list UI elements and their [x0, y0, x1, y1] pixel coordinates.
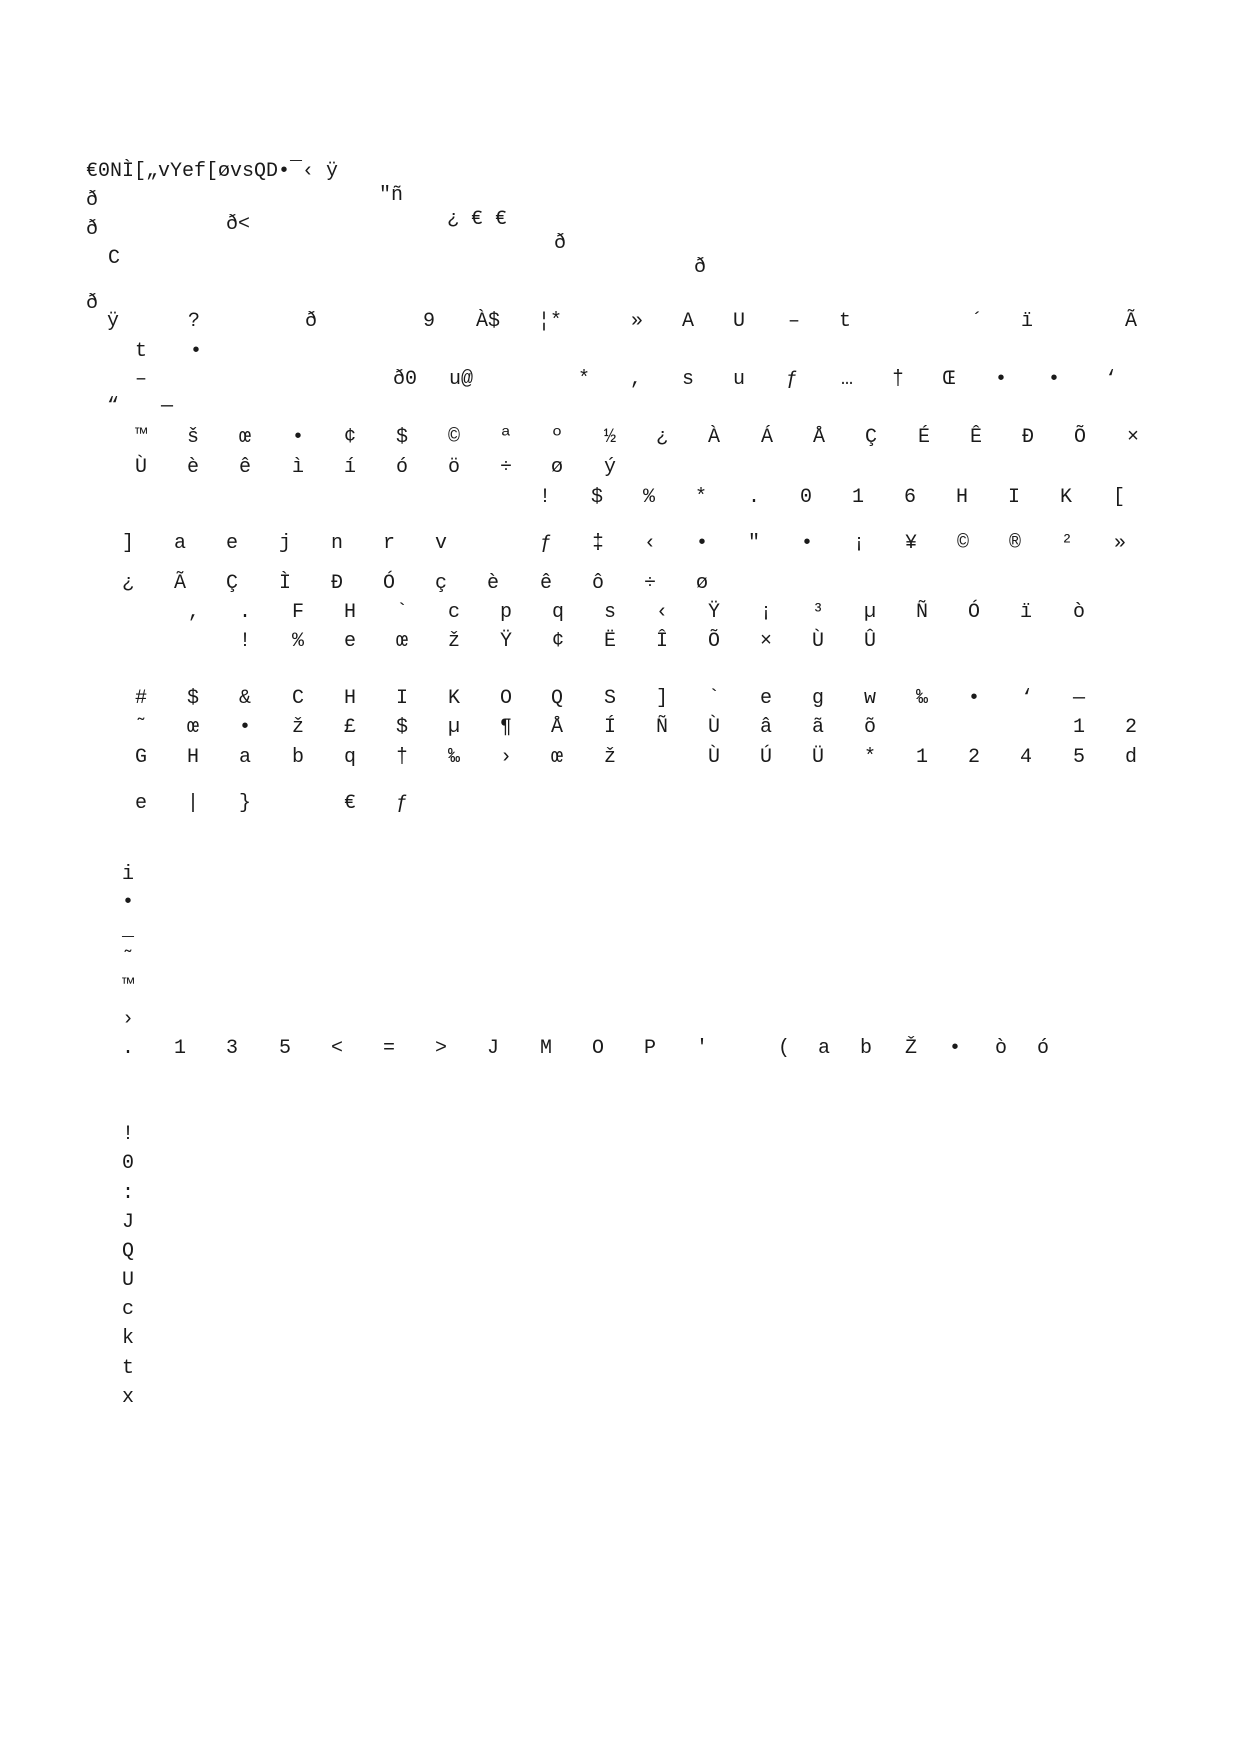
- glyph: •: [967, 687, 980, 710]
- header-line-2-seg-1: ð: [86, 189, 99, 212]
- glyph: ÷: [499, 456, 512, 479]
- glyph: ÷: [643, 572, 656, 595]
- glyph-row-14: [0, 746, 1240, 770]
- glyph: a: [173, 532, 186, 555]
- glyph: ô: [591, 572, 604, 595]
- glyph: U: [732, 310, 745, 333]
- glyph: Ž: [904, 1037, 917, 1060]
- glyph: ø: [550, 456, 563, 479]
- glyph: j: [278, 532, 291, 555]
- glyph: e: [759, 687, 772, 710]
- glyph: ê: [539, 572, 552, 595]
- glyph: Ó: [382, 572, 395, 595]
- glyph: •: [800, 532, 813, 555]
- glyph: Õ: [707, 630, 720, 653]
- glyph: Ó: [967, 601, 980, 624]
- glyph-row-11: [0, 630, 1240, 654]
- glyph: [478, 532, 508, 556]
- glyph: K: [1059, 486, 1072, 509]
- glyph: ‰: [447, 746, 460, 769]
- glyph: s: [603, 601, 616, 624]
- glyph: Å: [550, 716, 563, 739]
- glyph: P: [643, 1037, 656, 1060]
- glyph-row-24: [0, 1152, 1240, 1176]
- header-line-1-seg-3: ¿ € €: [447, 208, 508, 231]
- glyph-row-19: [0, 948, 1240, 972]
- glyph: .: [238, 601, 251, 624]
- glyph: Ð: [1021, 426, 1034, 449]
- glyph: Ñ: [655, 716, 668, 739]
- glyph: .: [747, 486, 760, 509]
- glyph: ö: [447, 456, 460, 479]
- glyph: ð: [304, 310, 317, 333]
- glyph: º: [550, 426, 563, 449]
- glyph: !: [121, 1123, 134, 1146]
- glyph: b: [859, 1037, 872, 1060]
- glyph: ¡: [852, 532, 865, 555]
- glyph: r: [382, 532, 395, 555]
- glyph: <: [330, 1037, 343, 1060]
- glyph: Ù: [707, 746, 720, 769]
- glyph: 2: [1124, 716, 1137, 739]
- glyph: ¶: [499, 716, 512, 739]
- glyph-row-25: [0, 1182, 1240, 1206]
- glyph: ″: [747, 532, 760, 555]
- glyph: •: [994, 368, 1007, 391]
- glyph: Ñ: [915, 601, 928, 624]
- glyph: í: [343, 456, 356, 479]
- glyph-row-15: [0, 792, 1240, 816]
- glyph-row-5: [0, 426, 1240, 450]
- glyph-row-32: [0, 1386, 1240, 1410]
- header-line-3-seg-1: ð: [86, 218, 99, 241]
- glyph: `: [395, 601, 408, 624]
- glyph: _: [121, 919, 134, 942]
- glyph: U: [121, 1269, 134, 1292]
- glyph: e: [134, 792, 147, 815]
- glyph: t: [838, 310, 851, 333]
- glyph: x: [121, 1386, 134, 1409]
- glyph: ‚: [186, 601, 199, 624]
- glyph: ›: [499, 746, 512, 769]
- glyph: •: [1047, 368, 1060, 391]
- glyph: ¢: [551, 630, 564, 653]
- glyph: Ì: [278, 572, 291, 595]
- glyph-row-20: [0, 976, 1240, 1000]
- glyph: œ: [550, 746, 563, 769]
- glyph: µ: [863, 601, 876, 624]
- glyph: Í: [603, 716, 616, 739]
- glyph: *: [863, 746, 876, 769]
- glyph: š: [186, 426, 199, 449]
- glyph: ï: [1019, 601, 1032, 624]
- glyph: —: [160, 395, 173, 418]
- glyph: n: [330, 532, 343, 555]
- glyph-row-10: [0, 601, 1240, 625]
- glyph: Ÿ: [499, 630, 512, 653]
- header-line-5-seg-1: ð: [86, 292, 99, 315]
- glyph: ê: [238, 456, 251, 479]
- glyph: M: [539, 1037, 552, 1060]
- glyph: —: [1072, 687, 1085, 710]
- glyph: ò: [1072, 601, 1085, 624]
- glyph-row-28: [0, 1269, 1240, 1293]
- glyph: J: [121, 1211, 134, 1234]
- glyph: q: [551, 601, 564, 624]
- header-line-2-seg-2: ð<: [226, 213, 251, 236]
- glyph: v: [434, 532, 447, 555]
- glyph: …: [840, 368, 853, 391]
- glyph: w: [863, 687, 876, 710]
- glyph: £: [343, 716, 356, 739]
- glyph: œ: [238, 426, 251, 449]
- glyph: s: [681, 368, 694, 391]
- glyph: Ç: [225, 572, 238, 595]
- glyph: €: [343, 792, 356, 815]
- glyph: :: [121, 1182, 134, 1205]
- glyph-row-16: [0, 863, 1240, 887]
- glyph: ç: [434, 572, 447, 595]
- glyph: ‹: [643, 532, 656, 555]
- header-line-1: [86, 136, 707, 279]
- glyph: 2: [967, 746, 980, 769]
- glyph: ï: [1020, 310, 1033, 333]
- glyph: ‰: [915, 687, 928, 710]
- glyph: $: [395, 426, 408, 449]
- glyph: ™: [121, 976, 134, 999]
- glyph: |: [186, 792, 199, 815]
- glyph: %: [642, 486, 655, 509]
- glyph-row-3: [0, 368, 1240, 392]
- glyph: [283, 792, 313, 816]
- glyph: 1: [1072, 716, 1085, 739]
- glyph-row-30: [0, 1327, 1240, 1351]
- glyph: •: [238, 716, 251, 739]
- glyph: ?: [187, 310, 200, 333]
- glyph: 1: [173, 1037, 186, 1060]
- glyph: !: [538, 486, 551, 509]
- glyph-row-9: [0, 572, 1240, 596]
- glyph: 5: [1072, 746, 1085, 769]
- glyph: Œ: [942, 368, 955, 391]
- glyph: Ù: [707, 716, 720, 739]
- glyph: %: [291, 630, 304, 653]
- glyph: ò: [994, 1037, 1007, 1060]
- glyph: Ã: [1124, 310, 1137, 333]
- header-line-1-seg-5: ð: [694, 256, 707, 279]
- glyph: i: [121, 863, 134, 886]
- glyph: 3: [225, 1037, 238, 1060]
- glyph: Ð: [330, 572, 343, 595]
- glyph: •: [948, 1037, 961, 1060]
- glyph: µ: [447, 716, 460, 739]
- header-line-4: [108, 223, 156, 270]
- glyph: Ÿ: [707, 601, 720, 624]
- glyph: H: [955, 486, 968, 509]
- glyph: ‘: [1104, 368, 1117, 391]
- header-line-3: [86, 194, 134, 241]
- glyph: Q: [550, 687, 563, 710]
- glyph: !: [238, 630, 251, 653]
- header-line-4-seg-1: C: [108, 247, 121, 270]
- glyph: ': [695, 1037, 708, 1060]
- glyph: I: [1007, 486, 1020, 509]
- glyph: S: [603, 687, 616, 710]
- glyph: •: [291, 426, 304, 449]
- glyph: À$: [475, 310, 500, 333]
- glyph: õ: [863, 716, 876, 739]
- glyph-row-29: [0, 1298, 1240, 1322]
- glyph: ˜: [134, 716, 147, 739]
- glyph-row-1: [0, 310, 1240, 334]
- glyph: É: [917, 426, 930, 449]
- glyph: K: [447, 687, 460, 710]
- glyph: H: [343, 601, 356, 624]
- glyph: –: [134, 368, 147, 391]
- glyph: ×: [759, 630, 772, 653]
- glyph: Å: [812, 426, 825, 449]
- glyph: Õ: [1073, 426, 1086, 449]
- glyph: Î: [655, 630, 668, 653]
- glyph: ‚: [628, 368, 641, 391]
- glyph: O: [499, 687, 512, 710]
- header-line-5: [86, 268, 203, 363]
- glyph: g: [811, 687, 824, 710]
- glyph: ½: [603, 426, 616, 449]
- glyph: ¦*: [537, 310, 562, 333]
- glyph: è: [186, 456, 199, 479]
- header-line-1-seg-4: ð: [554, 232, 567, 255]
- glyph: 6: [903, 486, 916, 509]
- glyph: ²: [1060, 532, 1073, 555]
- glyph: p: [499, 601, 512, 624]
- glyph: ™: [134, 426, 147, 449]
- glyph: ð0: [392, 368, 417, 391]
- glyph: ¡: [759, 601, 772, 624]
- glyph: 1: [851, 486, 864, 509]
- glyph: ž: [447, 630, 460, 653]
- glyph: ó: [1036, 1037, 1049, 1060]
- glyph: C: [291, 687, 304, 710]
- glyph: 0: [121, 1152, 134, 1175]
- glyph: F: [291, 601, 304, 624]
- glyph: A: [681, 310, 694, 333]
- glyph: u: [732, 368, 745, 391]
- glyph: #: [134, 687, 147, 710]
- glyph: ¿: [655, 426, 668, 449]
- glyph: †: [891, 368, 904, 391]
- glyph: ›: [121, 1008, 134, 1031]
- glyph: À: [707, 426, 720, 449]
- glyph: u@: [448, 368, 473, 391]
- glyph: œ: [186, 716, 199, 739]
- glyph: b: [291, 746, 304, 769]
- glyph: ÿ: [106, 310, 119, 333]
- glyph: ]: [121, 532, 134, 555]
- glyph: 4: [1019, 746, 1032, 769]
- glyph: e: [343, 630, 356, 653]
- glyph-row-7: [0, 486, 1240, 510]
- glyph-row-6: [0, 456, 1240, 480]
- glyph: ì: [291, 456, 304, 479]
- glyph: ‘: [1020, 687, 1033, 710]
- glyph-row-8: [0, 532, 1240, 556]
- glyph: *: [577, 368, 590, 391]
- glyph: d: [1124, 746, 1137, 769]
- glyph: q: [343, 746, 356, 769]
- glyph: [: [1112, 486, 1125, 509]
- glyph: t: [121, 1357, 134, 1380]
- glyph: Á: [760, 426, 773, 449]
- glyph: †: [395, 746, 408, 769]
- glyph: “: [106, 395, 119, 418]
- glyph: Ç: [864, 426, 877, 449]
- glyph-row-2: [0, 340, 1240, 364]
- glyph-row-12: [0, 687, 1240, 711]
- glyph: è: [486, 572, 499, 595]
- glyph: Ã: [173, 572, 186, 595]
- glyph: (: [777, 1037, 790, 1060]
- glyph: $: [395, 716, 408, 739]
- glyph: »: [1113, 532, 1126, 555]
- glyph-row-27: [0, 1240, 1240, 1264]
- glyph: ª: [499, 426, 512, 449]
- glyph: ž: [603, 746, 616, 769]
- glyph: .: [121, 1037, 134, 1060]
- glyph-row-18: [0, 919, 1240, 943]
- glyph: Ê: [969, 426, 982, 449]
- glyph: ž: [291, 716, 304, 739]
- glyph: ¥: [904, 532, 917, 555]
- glyph: ®: [1008, 532, 1021, 555]
- glyph: H: [186, 746, 199, 769]
- glyph: c: [121, 1298, 134, 1321]
- glyph-row-17: [0, 891, 1240, 915]
- glyph-row-13: [0, 716, 1240, 740]
- glyph: 1: [915, 746, 928, 769]
- glyph: ó: [395, 456, 408, 479]
- glyph: •: [695, 532, 708, 555]
- glyph: 5: [278, 1037, 291, 1060]
- glyph: Ù: [134, 456, 147, 479]
- glyph: ¢: [343, 426, 356, 449]
- glyph: }: [238, 792, 251, 815]
- glyph: 9: [422, 310, 435, 333]
- glyph: 0: [799, 486, 812, 509]
- glyph: œ: [395, 630, 408, 653]
- glyph: ×: [1126, 426, 1139, 449]
- glyph: Ü: [811, 746, 824, 769]
- glyph: Ù: [811, 630, 824, 653]
- glyph: *: [694, 486, 707, 509]
- glyph: k: [121, 1327, 134, 1350]
- glyph: H: [343, 687, 356, 710]
- glyph: $: [186, 687, 199, 710]
- glyph: ã: [811, 716, 824, 739]
- glyph: –: [787, 310, 800, 333]
- glyph: =: [382, 1037, 395, 1060]
- glyph: J: [486, 1037, 499, 1060]
- glyph: »: [630, 310, 643, 333]
- glyph: t: [134, 340, 147, 363]
- header-line-5-seg-3: •: [190, 340, 203, 363]
- glyph-row-26: [0, 1211, 1240, 1235]
- glyph: ƒ: [539, 532, 552, 555]
- glyph: a: [238, 746, 251, 769]
- glyph: a: [817, 1037, 830, 1060]
- glyph-row-4: [0, 395, 1240, 419]
- header-line-1-seg-1: €0NÌ[„vYef[øvsQD•¯‹ ÿ: [86, 160, 339, 183]
- glyph: &: [238, 687, 251, 710]
- glyph: >: [434, 1037, 447, 1060]
- glyph: ³: [811, 601, 824, 624]
- glyph: `: [707, 687, 720, 710]
- glyph: ƒ: [395, 792, 408, 815]
- glyph: Ë: [603, 630, 616, 653]
- header-line-1-seg-2: "ñ: [379, 184, 404, 207]
- glyph-row-31: [0, 1357, 1240, 1381]
- glyph: ]: [655, 687, 668, 710]
- glyph: •: [121, 891, 134, 914]
- glyph: ©: [956, 532, 969, 555]
- glyph: ©: [447, 426, 460, 449]
- glyph: Ú: [759, 746, 772, 769]
- glyph: â: [759, 716, 772, 739]
- glyph: ‹: [655, 601, 668, 624]
- glyph: Q: [121, 1240, 134, 1263]
- glyph: ¿: [121, 572, 134, 595]
- glyph: ˜: [121, 948, 134, 971]
- glyph: ´: [970, 310, 983, 333]
- glyph: ƒ: [785, 368, 798, 391]
- glyph: G: [134, 746, 147, 769]
- glyph: $: [590, 486, 603, 509]
- glyph-row-21: [0, 1008, 1240, 1032]
- glyph-row-22: [0, 1037, 1240, 1061]
- glyph: ý: [603, 456, 616, 479]
- glyph: I: [395, 687, 408, 710]
- glyph: ø: [695, 572, 708, 595]
- glyph-row-23: [0, 1123, 1240, 1147]
- glyph: ‡: [591, 532, 604, 555]
- glyph: e: [225, 532, 238, 555]
- glyph: Û: [863, 630, 876, 653]
- glyph: O: [591, 1037, 604, 1060]
- glyph: c: [447, 601, 460, 624]
